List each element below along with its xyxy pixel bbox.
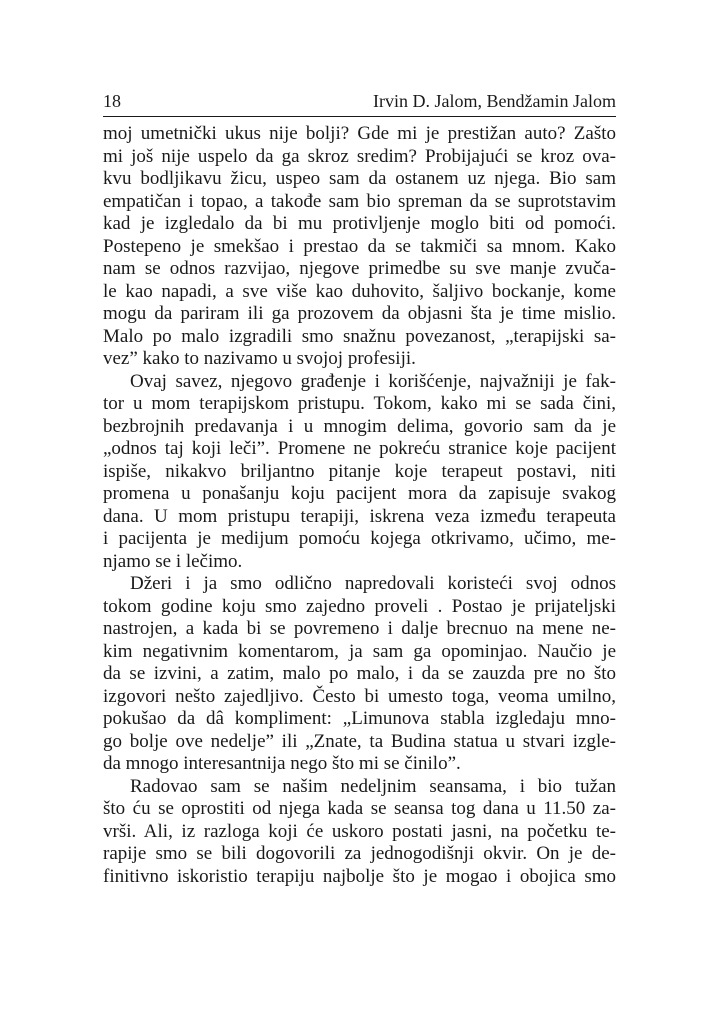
text-line: kim negativnim komentarom, ja sam ga opominjao. Naučio je bbox=[103, 640, 616, 662]
text-line: da mnogo interesantnija nego što mi se činilo”. bbox=[103, 753, 461, 774]
paragraph bbox=[103, 573, 616, 776]
text-line: Radovao sam se našim nedeljnim seansama, i bio tužan bbox=[130, 775, 616, 797]
book-page bbox=[103, 90, 616, 888]
text-line: empatičan i topao, a takođe sam bio spreman da se suprotstavim bbox=[103, 190, 616, 212]
text-line: Džeri i ja smo odlično napredovali koristeći svoj odnos bbox=[130, 573, 616, 594]
text-line: nastrojen, a kada bi se povremeno i dalje brecnuo na mene ne- bbox=[103, 618, 616, 639]
text-line: što ću se oprostiti od njega kada se seansa tog dana u 11.50 za- bbox=[103, 798, 616, 819]
text-line: bezbrojnih predavanja i u mnogim delima, govorio sam da je bbox=[103, 415, 616, 437]
paragraph bbox=[103, 776, 616, 889]
text-line: Postepeno je smekšao i prestao da se takmiči sa mnom. Kako bbox=[103, 235, 616, 257]
text-line: mogu da pariram ili ga prozovem da objasni šta je time mislio. bbox=[103, 303, 616, 324]
running-header bbox=[103, 90, 616, 117]
text-line: Malo po malo izgradili smo snažnu povezanost, „terapijski sa- bbox=[103, 325, 616, 347]
text-line: rapije smo se bili dogovorili za jednogodišnji okvir. On je de- bbox=[103, 843, 616, 864]
text-line: i pacijenta je medijum pomoću kojega otkrivamo, učimo, me- bbox=[103, 528, 616, 549]
text-line: pokušao da dâ kompliment: „Limunova stabla izgledaju mno- bbox=[103, 708, 616, 729]
text-line: Ovaj savez, njegovo građenje i korišćenje, najvažniji je fak- bbox=[130, 370, 616, 392]
text-line: finitivno iskoristio terapiju najbolje što je mogao i obojica smo bbox=[103, 865, 616, 887]
text-line: nam se odnos razvijao, njegove primedbe su sve manje zvuča- bbox=[103, 258, 616, 279]
body-text bbox=[103, 123, 616, 888]
text-line: vrši. Ali, iz razloga koji će uskoro postati jasni, na početku te- bbox=[103, 820, 616, 842]
text-line: vez” kako to nazivamo u svojoj profesiji. bbox=[103, 348, 416, 369]
text-line: tor u mom terapijskom pristupu. Tokom, kako mi se sada čini, bbox=[103, 393, 616, 414]
text-line: mi još nije uspelo da ga skroz sredim? Probijajući se kroz ova- bbox=[103, 145, 616, 167]
text-line: izgovori nešto zajedljivo. Često bi umesto toga, veoma umilno, bbox=[103, 685, 616, 707]
text-line: kad je izgledalo da bi mu protivljenje moglo biti od pomoći. bbox=[103, 213, 616, 234]
text-line: da se izvini, a zatim, malo po malo, i da se zauzda pre no što bbox=[103, 663, 616, 684]
text-line: promena u ponašanju koju pacijent mora da zapisuje svakog bbox=[103, 483, 616, 504]
paragraph bbox=[103, 371, 616, 574]
text-line: „odnos taj koji leči”. Promene ne pokreću stranice koje pacijent bbox=[103, 438, 616, 459]
text-line: kvu bodljikavu žicu, uspeo sam da ostanem uz njega. Bio sam bbox=[103, 168, 616, 189]
text-line: njamo se i lečimo. bbox=[103, 550, 243, 572]
paragraph bbox=[103, 123, 616, 371]
page-number: 18 bbox=[103, 91, 121, 111]
running-title: Irvin D. Jalom, Bendžamin Jalom bbox=[373, 91, 616, 111]
text-line: moj umetnički ukus nije bolji? Gde mi je prestižan auto? Zašto bbox=[103, 123, 616, 144]
text-line: go bolje ove nedelje” ili „Znate, ta Budina statua u stvari izgle- bbox=[103, 730, 616, 752]
text-line: tokom godine koju smo zajedno proveli . Postao je prijateljski bbox=[103, 595, 616, 617]
text-line: dana. U mom pristupu terapiji, iskrena veza između terapeuta bbox=[103, 505, 616, 527]
text-line: le kao napadi, a sve više kao duhovito, šaljivo bockanje, kome bbox=[103, 280, 616, 302]
text-line: ispiše, nikakvo briljantno pitanje koje terapeut postavi, niti bbox=[103, 460, 616, 482]
